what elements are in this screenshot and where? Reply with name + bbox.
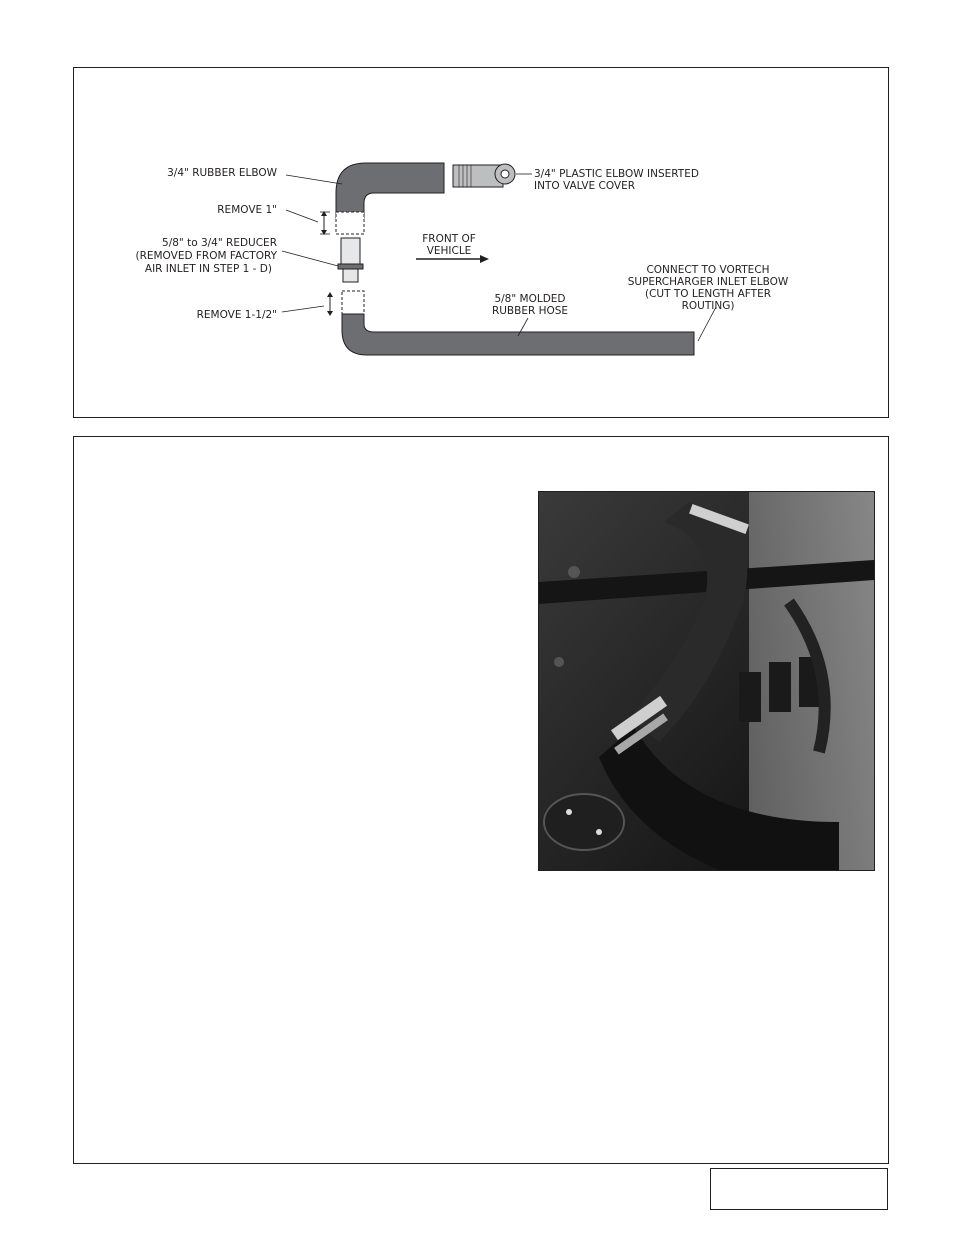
diagram-svg xyxy=(74,68,888,417)
remove-1-section xyxy=(336,212,364,234)
rubber-elbow-label: 3/4" RUBBER ELBOW xyxy=(167,167,277,179)
remove-1-5-section xyxy=(342,291,364,316)
front-label-2: VEHICLE xyxy=(426,245,472,257)
molded-hose-label-2: RUBBER HOSE xyxy=(491,305,569,317)
connect-label-3: (CUT TO LENGTH AFTER xyxy=(644,288,772,300)
plastic-elbow-label-1: 3/4" PLASTIC ELBOW INSERTED xyxy=(534,168,699,180)
reducer-label-1: 5/8" to 3/4" REDUCER xyxy=(162,237,277,249)
connect-label-2: SUPERCHARGER INLET ELBOW xyxy=(627,276,789,288)
connect-label-1: CONNECT TO VORTECH xyxy=(646,264,770,276)
molded-hose-label-1: 5/8" MOLDED xyxy=(494,293,566,305)
reducer-label-2: (REMOVED FROM FACTORY xyxy=(135,250,277,262)
rubber-elbow-shape xyxy=(336,163,444,218)
front-label-1: FRONT OF xyxy=(422,233,476,245)
molded-rubber-hose-shape xyxy=(342,314,694,355)
plastic-elbow-label-2: INTO VALVE COVER xyxy=(534,180,636,192)
remove-1-label: REMOVE 1" xyxy=(217,204,277,216)
reducer-fitting xyxy=(338,238,363,282)
reducer-label-3: AIR INLET IN STEP 1 - D) xyxy=(144,263,272,275)
page-number-box xyxy=(710,1168,888,1210)
engine-bay-photo xyxy=(538,491,875,871)
photo-panel xyxy=(73,436,889,1164)
engine-photo-illustration xyxy=(539,492,874,870)
plastic-elbow-shape xyxy=(453,164,515,187)
remove-1-5-label: REMOVE 1-1/2" xyxy=(196,309,277,321)
hose-routing-diagram xyxy=(73,67,889,418)
connect-label-4: ROUTING) xyxy=(681,300,735,312)
